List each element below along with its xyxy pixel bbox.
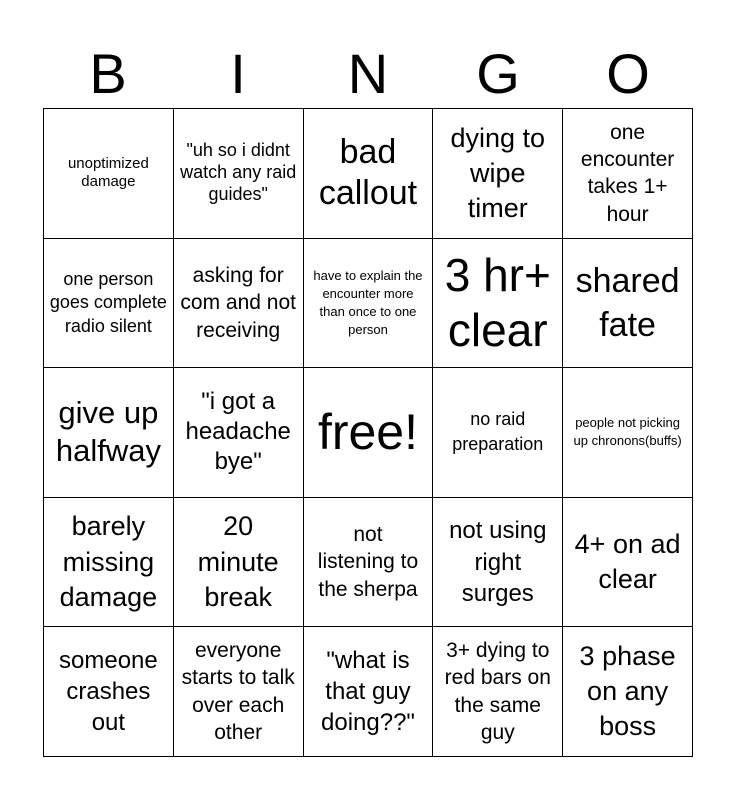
bingo-cell-2-4[interactable] [433, 239, 563, 369]
bingo-cell-3-1[interactable] [44, 368, 174, 498]
bingo-cell-2-3[interactable] [304, 239, 434, 369]
cell-text: everyone starts to talk over each other [181, 639, 295, 744]
cell-text: unoptimized damage [67, 155, 149, 191]
bingo-cell-3-5[interactable] [563, 368, 693, 498]
bingo-cell-3-3[interactable] [304, 368, 434, 498]
cell-text: shared fate [575, 261, 680, 344]
bingo-cell-1-3[interactable] [304, 109, 434, 239]
bingo-cell-4-4[interactable] [433, 498, 563, 628]
header-letter-b: B [89, 42, 127, 105]
cell-text: give up halfway [55, 394, 161, 469]
cell-text: bad callout [318, 132, 418, 213]
header-letter-o: O [606, 42, 650, 105]
bingo-cell-1-2[interactable] [174, 109, 304, 239]
cell-text: 20 minute break [197, 511, 279, 612]
cell-text: "what is that guy doing??" [321, 646, 415, 737]
bingo-cell-3-4[interactable] [433, 368, 563, 498]
bingo-cell-3-2[interactable] [174, 368, 304, 498]
free-space: free! [317, 403, 419, 460]
bingo-cell-1-4[interactable] [433, 109, 563, 239]
bingo-cell-5-5[interactable] [563, 627, 693, 757]
cell-text: dying to wipe timer [450, 122, 546, 223]
bingo-cell-4-5[interactable] [563, 498, 693, 628]
bingo-cell-2-5[interactable] [563, 239, 693, 369]
cell-text: not using right surges [449, 517, 547, 607]
bingo-cell-4-3[interactable] [304, 498, 434, 628]
bingo-cell-5-4[interactable] [433, 627, 563, 757]
cell-text: "i got a headache bye" [185, 388, 291, 476]
cell-text: people not picking up chronons(buffs) [573, 415, 682, 449]
cell-text: asking for com and not receiving [180, 263, 296, 342]
bingo-cell-4-2[interactable] [174, 498, 304, 628]
cell-text: "uh so i didnt watch any raid guides" [180, 140, 297, 205]
header-letter-i: I [230, 42, 246, 105]
cell-text: no raid preparation [452, 409, 544, 455]
bingo-cell-5-2[interactable] [174, 627, 304, 757]
bingo-cell-1-1[interactable] [44, 109, 174, 239]
cell-text: not listening to the sherpa [317, 523, 419, 601]
cell-text: 3 phase on any boss [579, 641, 676, 742]
bingo-cell-2-2[interactable] [174, 239, 304, 369]
cell-text: one person goes complete radio silent [49, 268, 167, 336]
header-letter-n: N [347, 42, 389, 105]
cell-text: one encounter takes 1+ hour [580, 120, 675, 226]
bingo-cell-2-1[interactable] [44, 239, 174, 369]
bingo-header [43, 40, 693, 108]
bingo-cell-5-3[interactable] [304, 627, 434, 757]
bingo-cell-4-1[interactable] [44, 498, 174, 628]
cell-text: 4+ on ad clear [574, 529, 681, 595]
bingo-board [43, 108, 693, 757]
header-letter-g: G [476, 42, 520, 105]
cell-text: 3+ dying to red bars on the same guy [444, 639, 551, 744]
cell-text: have to explain the encounter more than once to one person [313, 268, 423, 337]
bingo-cell-5-1[interactable] [44, 627, 174, 757]
cell-text: barely missing damage [59, 511, 158, 612]
bingo-cell-1-5[interactable] [563, 109, 693, 239]
cell-text: 3 hr+ clear [444, 248, 551, 356]
cell-text: someone crashes out [59, 646, 158, 737]
